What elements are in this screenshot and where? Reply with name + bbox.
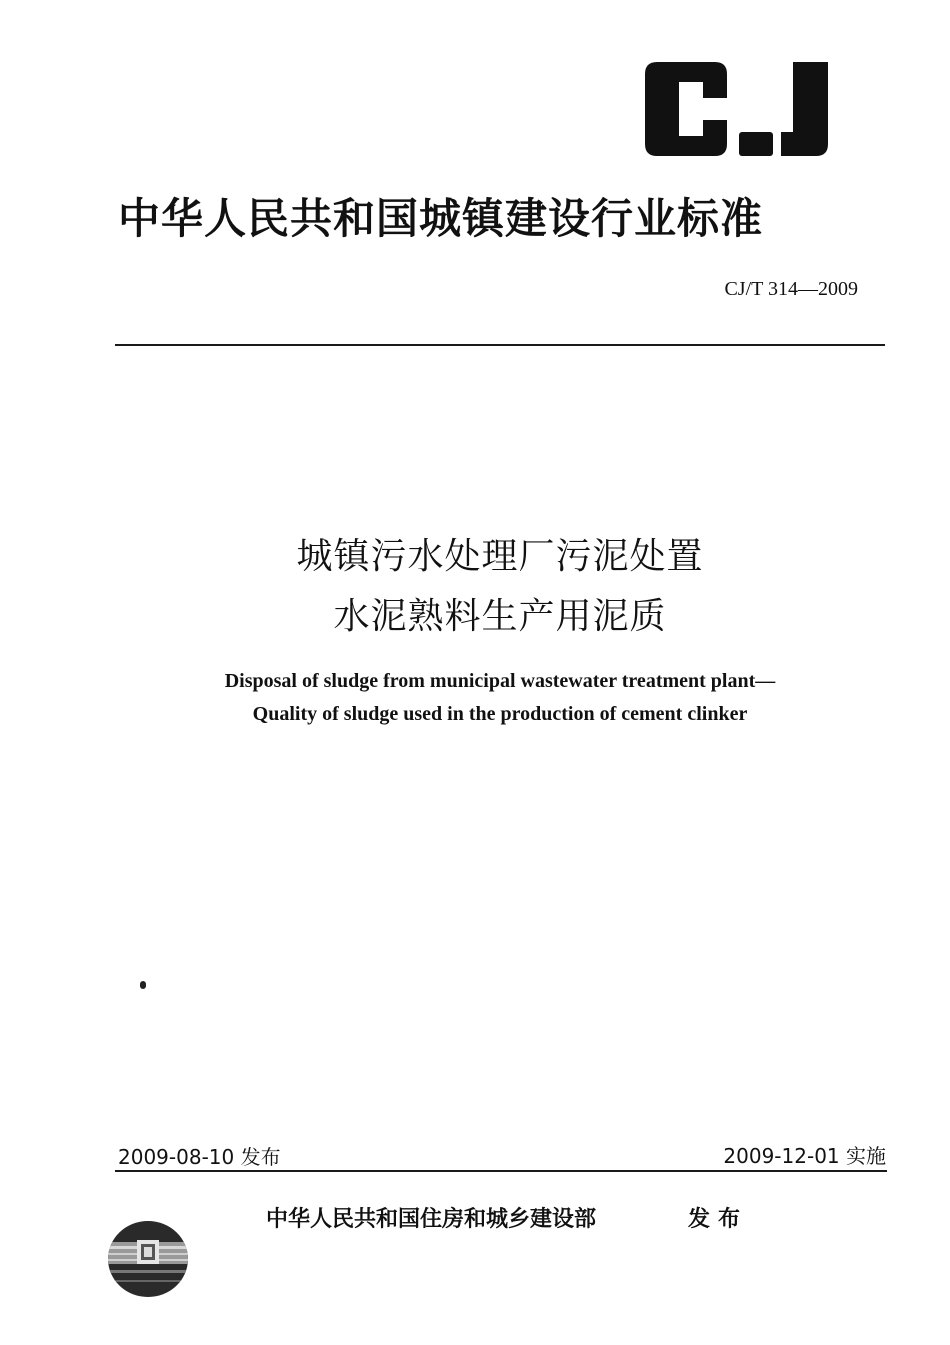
- header-divider: [115, 344, 885, 346]
- standard-code: CJ/T 314—2009: [724, 278, 858, 300]
- footer-divider: [115, 1170, 887, 1172]
- issuing-authority: 中华人民共和国住房和城乡建设部: [266, 1207, 597, 1232]
- title-english-line-1: Disposal of sludge from municipal wastewater treatment plant—: [224, 670, 776, 692]
- title-chinese-line-2: 水泥熟料生产用泥质: [333, 596, 667, 637]
- publish-date: 2009-08-10 发布: [118, 1145, 281, 1169]
- cj-logo: [645, 62, 830, 156]
- standard-category-title: 中华人民共和国城镇建设行业标准: [118, 194, 764, 243]
- scan-speck: [140, 981, 146, 989]
- implementation-date: 2009-12-01 实施: [723, 1144, 886, 1168]
- issuing-action: 发布: [688, 1207, 749, 1232]
- issuer-seal-emblem: [107, 1220, 189, 1298]
- title-chinese-line-1: 城镇污水处理厂污泥处置: [296, 536, 704, 577]
- title-english-line-2: Quality of sludge used in the production of cement clinker: [252, 703, 748, 725]
